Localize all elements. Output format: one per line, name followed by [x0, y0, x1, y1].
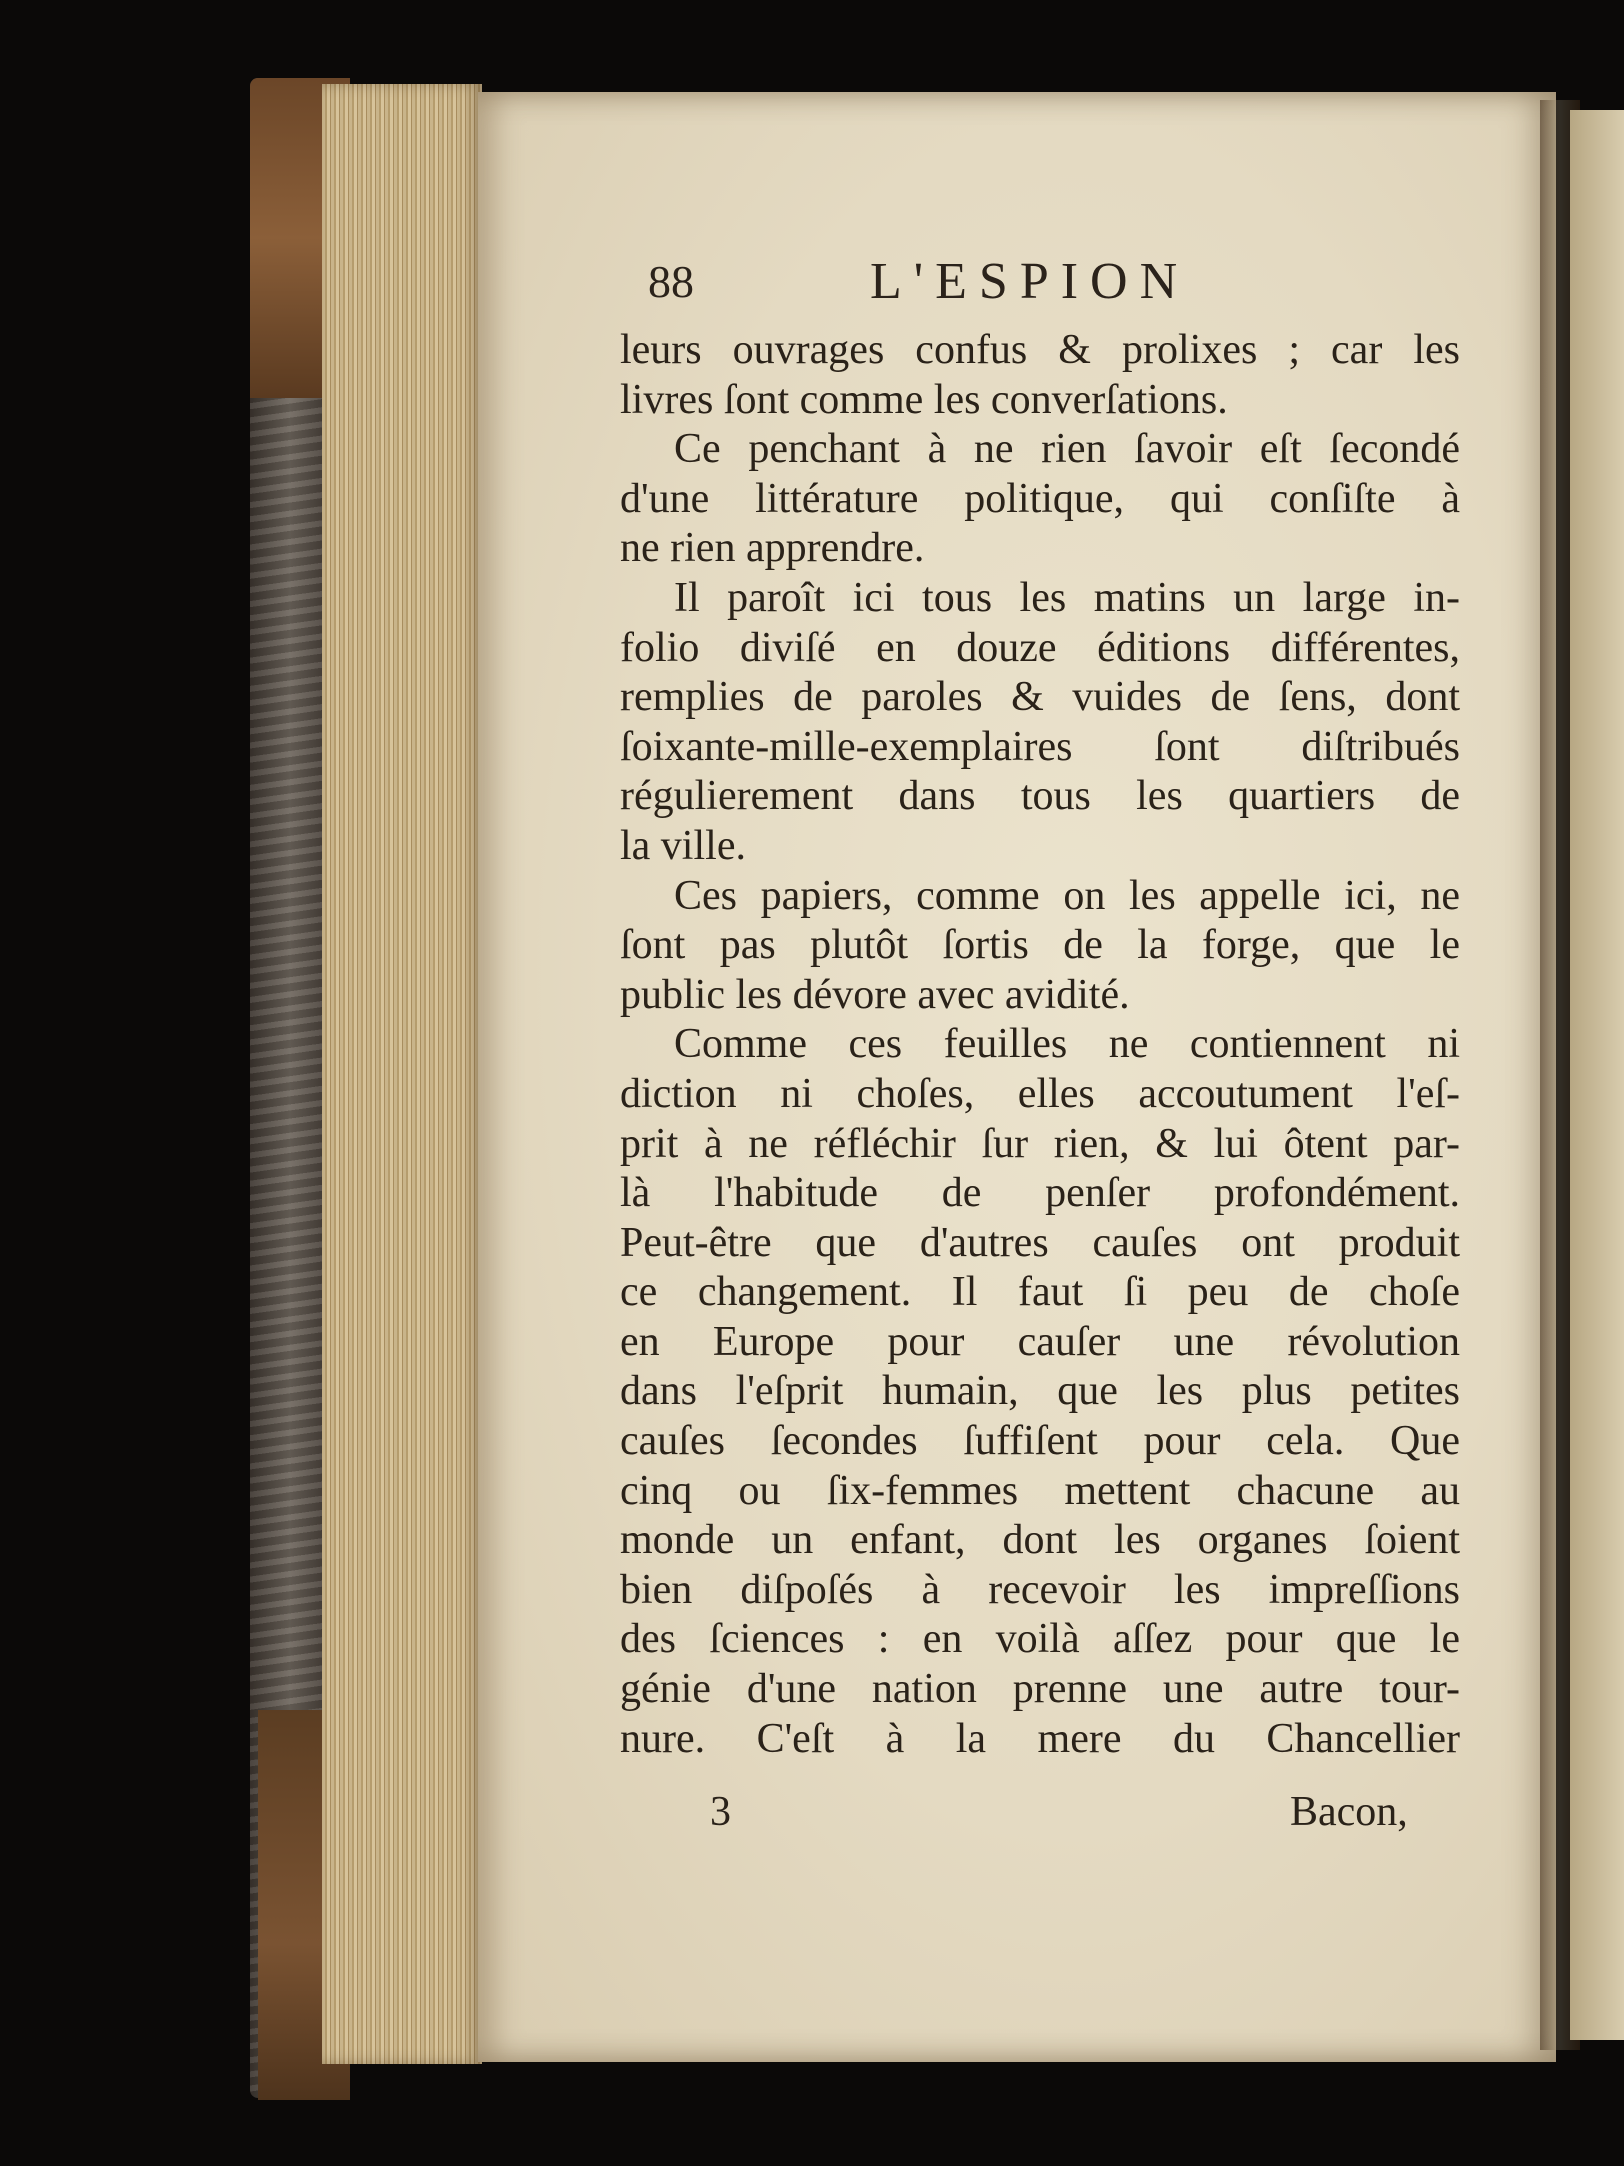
text-line: Ces papiers, comme on les appelle ici, ne: [674, 872, 1460, 919]
text-line: Comme ces feuilles ne contiennent ni: [674, 1021, 1460, 1068]
text-line: la ville.: [620, 822, 746, 869]
text-line: Ce penchant à ne rien ſavoir eſt ſecondé: [674, 426, 1460, 473]
text-line: nure. C'eſt à la mere du Chancellier: [620, 1715, 1460, 1762]
text-line: cauſes ſecondes ſuffiſent pour cela. Que: [620, 1418, 1460, 1465]
text-line: cinq ou ſix-femmes mettent chacune au: [620, 1467, 1460, 1514]
text-line: bien diſpoſés à recevoir les impreſſions: [620, 1566, 1460, 1613]
text-line: prit à ne réfléchir ſur rien, & lui ôtent par-: [620, 1120, 1460, 1167]
text-line: dans l'eſprit humain, que les plus petites: [620, 1368, 1460, 1415]
text-line: des ſciences : en voilà aſſez pour que le: [620, 1616, 1460, 1663]
text-line: Peut-être que d'autres cauſes ont produit: [620, 1219, 1460, 1266]
text-line: ce changement. Il faut ſi peu de choſe: [620, 1269, 1460, 1316]
text-line: livres ſont comme les converſations.: [620, 376, 1228, 423]
body-text: [620, 326, 1460, 1764]
text-line: ſoixante-mille-exemplaires ſont diſtribués: [620, 723, 1460, 770]
text-line: là l'habitude de penſer profondément.: [620, 1170, 1460, 1217]
text-line: Il paroît ici tous les matins un large in-: [674, 574, 1460, 621]
signature-mark: 3: [710, 1789, 731, 1835]
text-line: en Europe pour cauſer une révolution: [620, 1318, 1460, 1365]
text-line: diction ni choſes, elles accoutument l'eſ-: [620, 1070, 1460, 1117]
page-edges: [322, 84, 482, 2064]
page-number: 88: [648, 256, 694, 307]
text-line: d'une littérature politique, qui conſiſte à: [620, 475, 1460, 522]
running-title: L'ESPION: [870, 253, 1190, 310]
facing-page-edge: [1570, 110, 1624, 2040]
text-line: public les dévore avec avidité.: [620, 971, 1130, 1018]
text-line: ſont pas plutôt ſortis de la forge, que le: [620, 922, 1460, 969]
text-line: ne rien apprendre.: [620, 525, 925, 572]
text-line: leurs ouvrages confus & prolixes ; car les: [620, 327, 1460, 373]
text-line: folio diviſé en douze éditions différentes,: [620, 624, 1460, 671]
text-line: remplies de paroles & vuides de ſens, dont: [620, 674, 1460, 721]
text-line: régulierement dans tous les quartiers de: [620, 773, 1460, 820]
text-line: monde un enfant, dont les organes ſoient: [620, 1517, 1460, 1564]
catchword: Bacon,: [1290, 1789, 1408, 1835]
text-line: génie d'une nation prenne une autre tour-: [620, 1666, 1460, 1713]
